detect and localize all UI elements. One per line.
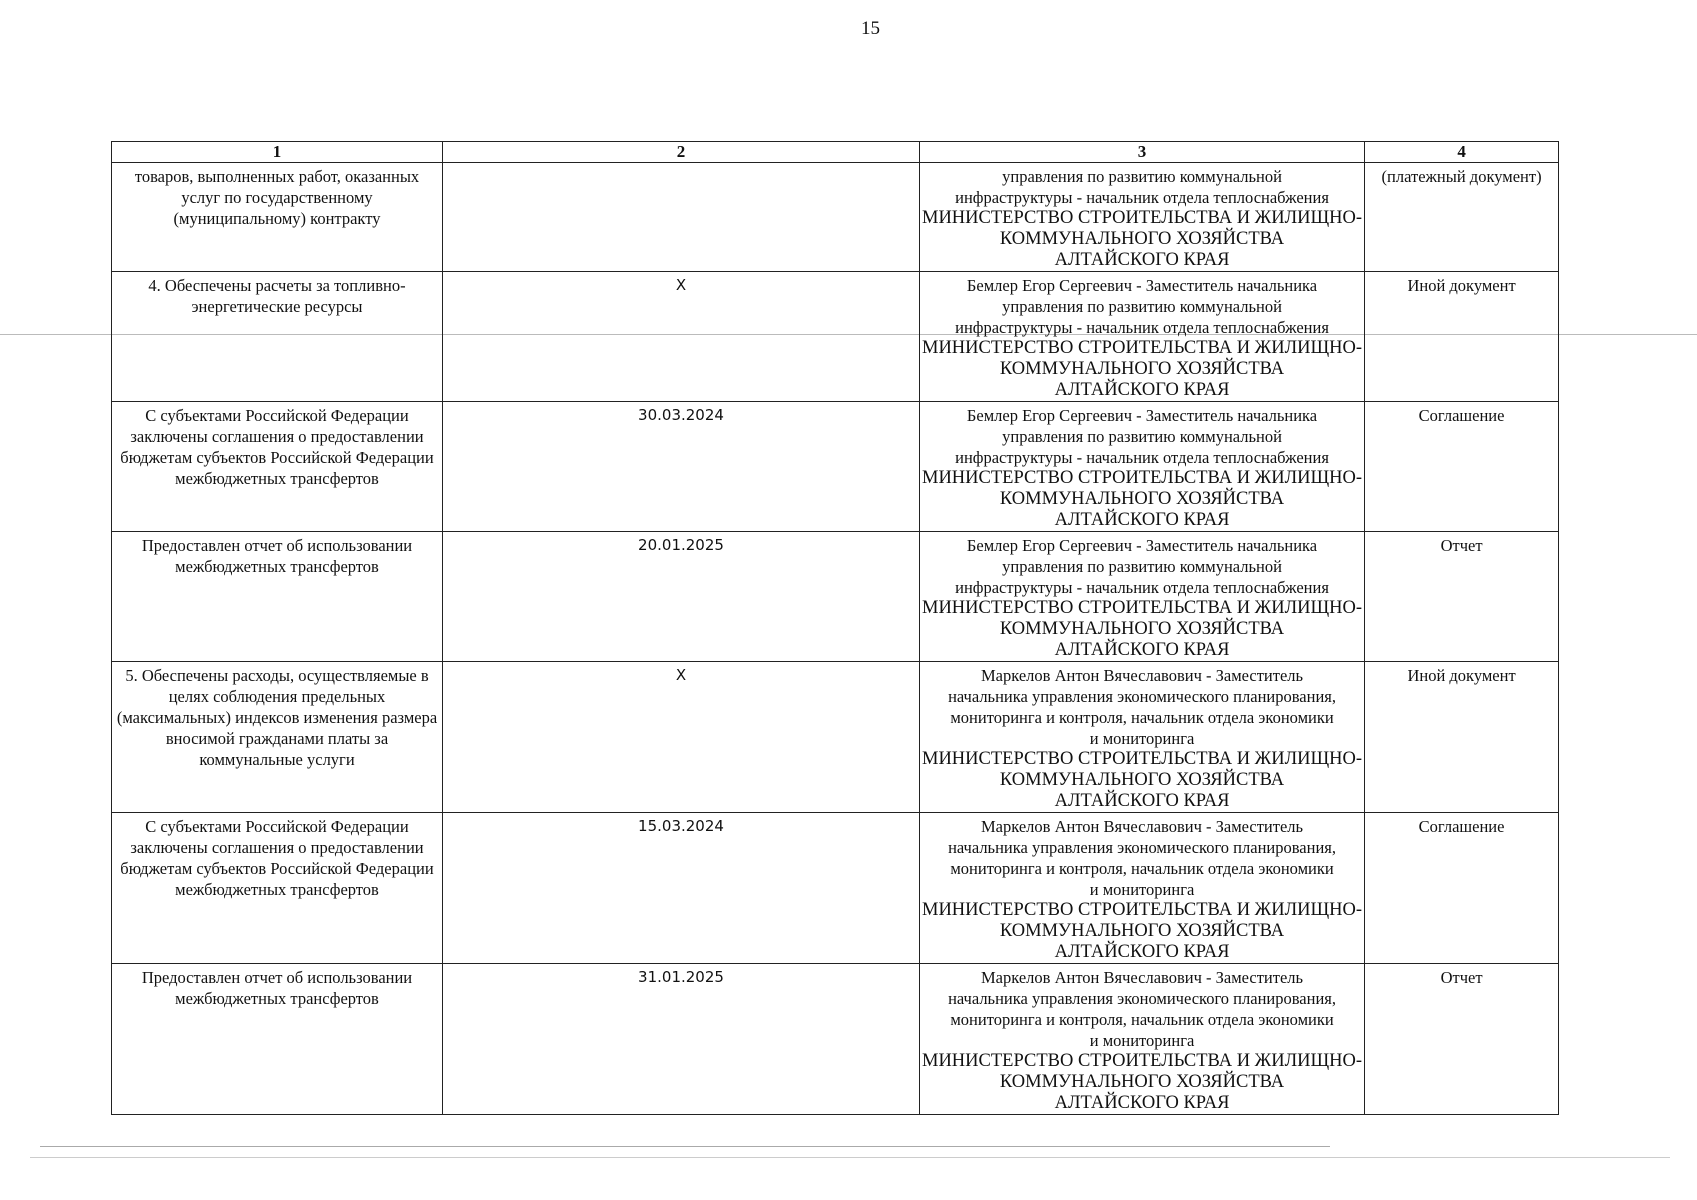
responsible-line: начальника управления экономического планирования, xyxy=(948,838,1336,857)
table-row xyxy=(112,532,1559,662)
table-row xyxy=(112,272,1559,402)
organization-line: АЛТАЙСКОГО КРАЯ xyxy=(1054,380,1230,400)
document-type: Отчет xyxy=(1365,532,1559,662)
document-type: Отчет xyxy=(1365,964,1559,1115)
organization-line: КОММУНАЛЬНОГО ХОЗЯЙСТВА xyxy=(999,229,1285,249)
organization-line: МИНИСТЕРСТВО СТРОИТЕЛЬСТВА И ЖИЛИЩНО- xyxy=(922,208,1363,228)
responsible-line: управления по развитию коммунальной xyxy=(1002,167,1282,186)
organization-line: КОММУНАЛЬНОГО ХОЗЯЙСТВА xyxy=(999,619,1285,639)
responsible-line: управления по развитию коммунальной xyxy=(1002,557,1282,576)
page-number: 15 xyxy=(861,18,880,39)
responsible-line: инфраструктуры - начальник отдела теплоснабжения xyxy=(955,318,1329,337)
responsible-person xyxy=(920,402,1365,532)
responsible-line: мониторинга и контроля, начальник отдела экономики xyxy=(950,859,1334,878)
responsible-person xyxy=(920,272,1365,402)
document-type: Соглашение xyxy=(1365,813,1559,964)
organization-line: КОММУНАЛЬНОГО ХОЗЯЙСТВА xyxy=(999,921,1285,941)
table-row xyxy=(112,813,1559,964)
table-row xyxy=(112,163,1559,272)
responsible-person xyxy=(920,964,1365,1115)
organization-line: АЛТАЙСКОГО КРАЯ xyxy=(1054,791,1230,811)
responsible-line: Бемлер Егор Сергеевич - Заместитель начальника xyxy=(966,406,1318,425)
scan-artifact-line xyxy=(30,1157,1670,1158)
responsible-line: Маркелов Антон Вячеславович - Заместитель xyxy=(981,666,1304,685)
responsible-line: Бемлер Егор Сергеевич - Заместитель начальника xyxy=(966,276,1318,295)
organization-line: МИНИСТЕРСТВО СТРОИТЕЛЬСТВА И ЖИЛИЩНО- xyxy=(922,900,1363,920)
control-date: 20.01.2025 xyxy=(443,532,920,662)
responsible-line: инфраструктуры - начальник отдела теплоснабжения xyxy=(955,448,1329,467)
responsible-line: и мониторинга xyxy=(1089,880,1195,899)
responsible-line: Маркелов Антон Вячеславович - Заместитель xyxy=(981,968,1304,987)
control-date xyxy=(443,163,920,272)
responsible-line: Бемлер Егор Сергеевич - Заместитель начальника xyxy=(966,536,1318,555)
responsible-line: и мониторинга xyxy=(1089,1031,1195,1050)
result-description: 4. Обеспечены расчеты за топливно-энергетические ресурсы xyxy=(112,272,443,402)
responsible-line: управления по развитию коммунальной xyxy=(1002,427,1282,446)
document-type: (платежный документ) xyxy=(1365,163,1559,272)
table-row xyxy=(112,964,1559,1115)
organization-line: АЛТАЙСКОГО КРАЯ xyxy=(1054,942,1230,962)
column-header-4: 4 xyxy=(1365,142,1559,163)
organization-line: КОММУНАЛЬНОГО ХОЗЯЙСТВА xyxy=(999,770,1285,790)
table-row xyxy=(112,402,1559,532)
control-date: 31.01.2025 xyxy=(443,964,920,1115)
organization-line: АЛТАЙСКОГО КРАЯ xyxy=(1054,250,1230,270)
column-header-3: 3 xyxy=(920,142,1365,163)
responsible-line: мониторинга и контроля, начальник отдела экономики xyxy=(950,1010,1334,1029)
responsible-line: Маркелов Антон Вячеславович - Заместитель xyxy=(981,817,1304,836)
responsible-line: управления по развитию коммунальной xyxy=(1002,297,1282,316)
organization-line: КОММУНАЛЬНОГО ХОЗЯЙСТВА xyxy=(999,489,1285,509)
table-row xyxy=(112,662,1559,813)
table-header-row xyxy=(112,142,1559,163)
control-date: X xyxy=(443,662,920,813)
document-type: Соглашение xyxy=(1365,402,1559,532)
responsible-line: инфраструктуры - начальник отдела теплоснабжения xyxy=(955,188,1329,207)
organization-line: КОММУНАЛЬНОГО ХОЗЯЙСТВА xyxy=(999,359,1285,379)
responsible-person xyxy=(920,163,1365,272)
result-description: 5. Обеспечены расходы, осуществляемые в целях соблюдения предельных (максимальных) индексов изменения размера вносимой гражданами платы за коммунальные услуги xyxy=(112,662,443,813)
control-date: 15.03.2024 xyxy=(443,813,920,964)
responsible-line: инфраструктуры - начальник отдела теплоснабжения xyxy=(955,578,1329,597)
scan-artifact-line xyxy=(40,1146,1330,1147)
results-table xyxy=(111,141,1559,1115)
result-description: товаров, выполненных работ, оказанных услуг по государственному (муниципальному) контракту xyxy=(112,163,443,272)
responsible-person xyxy=(920,813,1365,964)
organization-line: МИНИСТЕРСТВО СТРОИТЕЛЬСТВА И ЖИЛИЩНО- xyxy=(922,749,1363,769)
organization-line: АЛТАЙСКОГО КРАЯ xyxy=(1054,640,1230,660)
document-type: Иной документ xyxy=(1365,662,1559,813)
responsible-line: начальника управления экономического планирования, xyxy=(948,989,1336,1008)
organization-line: МИНИСТЕРСТВО СТРОИТЕЛЬСТВА И ЖИЛИЩНО- xyxy=(922,468,1363,488)
control-date: 30.03.2024 xyxy=(443,402,920,532)
organization-line: МИНИСТЕРСТВО СТРОИТЕЛЬСТВА И ЖИЛИЩНО- xyxy=(922,338,1363,358)
responsible-person xyxy=(920,532,1365,662)
organization-line: АЛТАЙСКОГО КРАЯ xyxy=(1054,1093,1230,1113)
result-description: Предоставлен отчет об использовании межбюджетных трансфертов xyxy=(112,532,443,662)
responsible-line: начальника управления экономического планирования, xyxy=(948,687,1336,706)
organization-line: АЛТАЙСКОГО КРАЯ xyxy=(1054,510,1230,530)
result-description: С субъектами Российской Федерации заключены соглашения о предоставлении бюджетам субъектов Российской Федерации межбюджетных трансфертов xyxy=(112,402,443,532)
organization-line: МИНИСТЕРСТВО СТРОИТЕЛЬСТВА И ЖИЛИЩНО- xyxy=(922,1051,1363,1071)
column-header-2: 2 xyxy=(443,142,920,163)
responsible-line: и мониторинга xyxy=(1089,729,1195,748)
control-date: X xyxy=(443,272,920,402)
responsible-line: мониторинга и контроля, начальник отдела экономики xyxy=(950,708,1334,727)
result-description: Предоставлен отчет об использовании межбюджетных трансфертов xyxy=(112,964,443,1115)
responsible-person xyxy=(920,662,1365,813)
organization-line: КОММУНАЛЬНОГО ХОЗЯЙСТВА xyxy=(999,1072,1285,1092)
result-description: С субъектами Российской Федерации заключены соглашения о предоставлении бюджетам субъектов Российской Федерации межбюджетных трансфертов xyxy=(112,813,443,964)
document-type: Иной документ xyxy=(1365,272,1559,402)
organization-line: МИНИСТЕРСТВО СТРОИТЕЛЬСТВА И ЖИЛИЩНО- xyxy=(922,598,1363,618)
column-header-1: 1 xyxy=(112,142,443,163)
